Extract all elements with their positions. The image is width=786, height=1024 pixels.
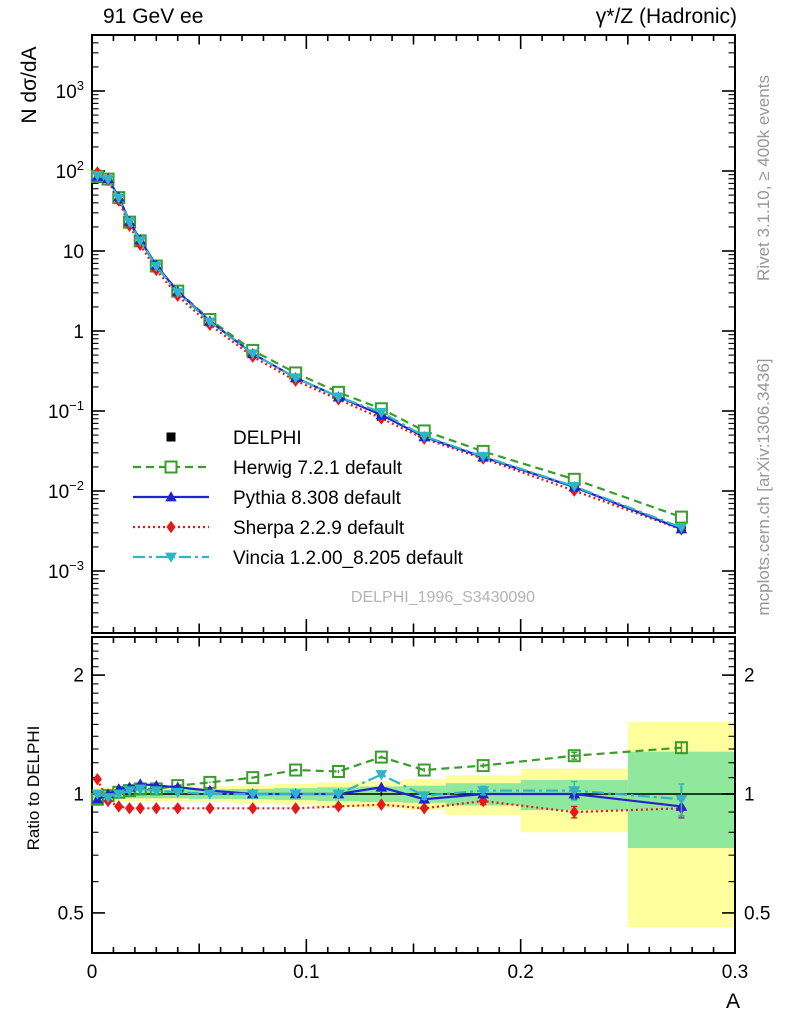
ratio-tick-label: 1 bbox=[744, 784, 755, 806]
legend bbox=[133, 428, 464, 569]
y-tick-label: $10^3$ bbox=[55, 78, 84, 103]
legend-label: Pythia 8.308 default bbox=[233, 488, 401, 509]
marker-diamond bbox=[205, 802, 214, 814]
marker-diamond bbox=[136, 802, 145, 814]
ratio-tick-label: 0.5 bbox=[57, 903, 84, 925]
legend-item bbox=[133, 488, 402, 509]
y-tick-label: 1 bbox=[73, 322, 84, 343]
legend-label: Sherpa 2.2.9 default bbox=[233, 518, 405, 539]
process-title: γ*/Z (Hadronic) bbox=[595, 5, 737, 28]
x-tick-label: 0.2 bbox=[507, 962, 534, 983]
y-tick-label: 10 bbox=[62, 242, 84, 263]
ratio-tick-label: 1 bbox=[73, 784, 84, 806]
ratio-tick-label: 2 bbox=[744, 665, 755, 687]
y-tick-label: $10^2$ bbox=[55, 158, 84, 183]
marker-square bbox=[167, 433, 176, 442]
legend-item bbox=[133, 458, 403, 479]
y-tick-label: $10^{-2}$ bbox=[48, 478, 84, 503]
analysis-id-watermark: DELPHI_1996_S3430090 bbox=[350, 589, 536, 606]
legend-item bbox=[167, 428, 302, 449]
marker-diamond bbox=[125, 802, 134, 814]
y-tick-label: $10^{-1}$ bbox=[48, 398, 84, 423]
x-axis-title: A bbox=[725, 990, 740, 1013]
mcplots-reference-note: mcplots.cern.ch [arXiv:1306.3436] bbox=[754, 358, 773, 616]
legend-label: DELPHI bbox=[233, 428, 302, 449]
x-tick-label: 0 bbox=[86, 962, 98, 983]
marker-open-square bbox=[166, 462, 177, 473]
marker-diamond bbox=[114, 800, 123, 812]
x-tick-label: 0.1 bbox=[293, 962, 320, 983]
rivet-version-note: Rivet 3.1.10, ≥ 400k events bbox=[754, 75, 773, 281]
legend-item bbox=[133, 548, 464, 569]
main-y-axis-title: N dσ/dA bbox=[18, 46, 41, 124]
marker-diamond bbox=[173, 802, 182, 814]
marker-open-square bbox=[676, 512, 687, 523]
legend-label: Herwig 7.2.1 default bbox=[233, 458, 402, 479]
marker-diamond bbox=[152, 802, 161, 814]
uncertainty-bands bbox=[92, 722, 735, 927]
ratio-tick-label: 2 bbox=[73, 665, 84, 687]
main-panel-frame bbox=[92, 35, 735, 633]
beam-energy-title: 91 GeV ee bbox=[103, 5, 204, 28]
y-tick-label: $10^{-3}$ bbox=[48, 558, 84, 583]
ratio-y-axis-title: Ratio to DELPHI bbox=[24, 725, 43, 851]
x-tick-label: 0.3 bbox=[721, 962, 749, 983]
legend-label: Vincia 1.2.00_8.205 default bbox=[233, 548, 463, 569]
marker-diamond bbox=[248, 802, 257, 814]
marker-diamond bbox=[166, 521, 175, 533]
ratio-tick-label: 0.5 bbox=[744, 903, 771, 925]
legend-item bbox=[133, 518, 405, 539]
main-panel-series bbox=[91, 166, 687, 535]
